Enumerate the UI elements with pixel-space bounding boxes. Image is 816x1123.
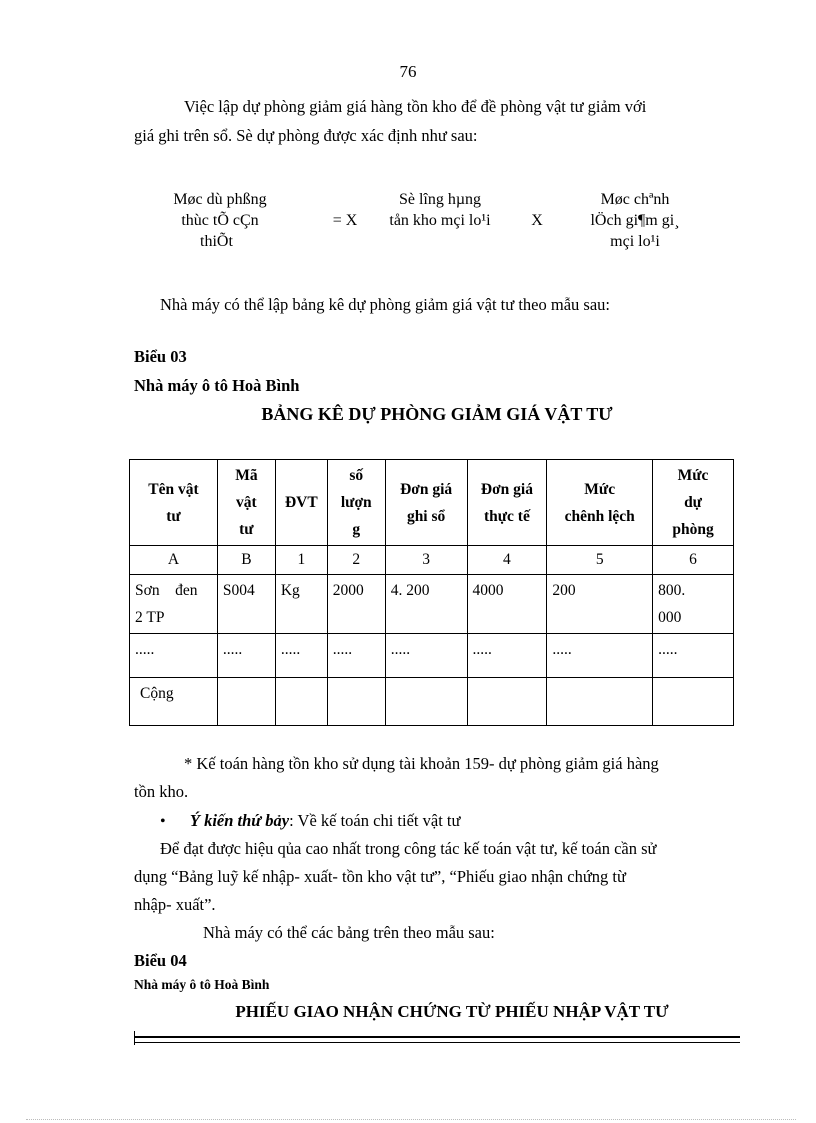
index-cell: 2 — [327, 546, 385, 575]
header-cell: ĐVT — [275, 460, 327, 546]
index-cell: 6 — [653, 546, 734, 575]
intro-line-1: Việc lập dự phòng giảm giá hàng tồn kho để đề phòng vật tư giảm với — [184, 97, 647, 116]
note-line-1: * Kế toán hàng tồn kho sử dụng tài khoản 159- dự phòng giảm giá hàng — [184, 754, 659, 773]
provision-table — [129, 459, 734, 726]
bieu-04-label: Biểu 04 — [134, 951, 187, 970]
y-kien-heading — [160, 806, 740, 836]
index-cell: 1 — [275, 546, 327, 575]
bieu-03-company: Nhà máy ô tô Hoà Bình — [134, 376, 300, 395]
note-line-2: tồn kho. — [134, 782, 189, 801]
bieu-03-label: Biểu 03 — [134, 347, 187, 366]
table-cell — [467, 678, 547, 726]
bieu-04-company: Nhà máy ô tô Hoà Bình — [134, 977, 270, 992]
table-cell — [275, 678, 327, 726]
para2-line-2: dụng “Bảng luỹ kế nhập- xuất- tồn kho vật tư”, “Phiếu giao nhận chứng từ — [134, 867, 626, 886]
header-cell: số lượn g — [327, 460, 385, 546]
header-cell: Mã vật tư — [217, 460, 275, 546]
table-cell: ..... — [217, 634, 275, 678]
table-cell: 4000 — [467, 575, 547, 634]
formula-right-line: lÖch gi¶m gi¸ — [590, 212, 680, 229]
table-cell: ..... — [547, 634, 653, 678]
formula-left-line: thùc tÕ cÇn — [181, 212, 259, 229]
formula-left-line: Møc dù phßng — [173, 191, 267, 208]
index-cell: 4 — [467, 546, 547, 575]
para2-line-1: Để đạt được hiệu qủa cao nhất trong công tác kế toán vật tư, kế toán cần sử — [160, 839, 657, 858]
table-row — [130, 634, 734, 678]
header-cell: Mức dự phòng — [653, 460, 734, 546]
table-cell: 4. 200 — [385, 575, 467, 634]
formula-equals: = X — [332, 212, 358, 229]
table-header-row — [130, 460, 734, 546]
total-label: Cộng — [130, 678, 218, 726]
formula-middle — [370, 189, 510, 231]
formula-right — [570, 189, 700, 252]
page-bottom-divider — [26, 1119, 796, 1120]
table-cell: ..... — [327, 634, 385, 678]
bieu-04-title: PHIẾU GIAO NHẬN CHỨNG TỪ PHIẾU NHẬP VẬT TƯ — [235, 1002, 669, 1021]
page-number: 76 — [399, 62, 417, 81]
table-cell — [385, 678, 467, 726]
index-cell: 5 — [547, 546, 653, 575]
intro-line-2: giá ghi trên sổ. Sè dự phòng được xác định như sau: — [134, 126, 478, 145]
table-total-row — [130, 678, 734, 726]
double-rule-divider — [134, 1036, 740, 1043]
table-cell — [547, 678, 653, 726]
bullet-icon: • — [160, 813, 166, 830]
formula-times: X — [531, 212, 543, 229]
index-cell: A — [130, 546, 218, 575]
formula-right-line: mçi lo¹i — [610, 233, 660, 250]
table-cell — [653, 678, 734, 726]
text-mau-sau-2: Nhà máy có thể các bảng trên theo mẫu sau: — [203, 923, 495, 942]
table-cell: Kg — [275, 575, 327, 634]
bieu-03-title: BẢNG KÊ DỰ PHÒNG GIẢM GIÁ VẬT TƯ — [261, 404, 613, 424]
table-cell: Sơn đen 2 TP — [130, 575, 218, 634]
formula-left — [150, 189, 290, 252]
table-row — [130, 575, 734, 634]
header-cell: Tên vật tư — [130, 460, 218, 546]
formula-right-line: Møc chªnh — [600, 191, 670, 208]
index-cell: B — [217, 546, 275, 575]
header-cell: Đơn giá ghi sổ — [385, 460, 467, 546]
formula-middle-line: tån kho mçi lo¹i — [389, 212, 491, 229]
table-cell: ..... — [467, 634, 547, 678]
table-cell: ..... — [130, 634, 218, 678]
table-cell: 2000 — [327, 575, 385, 634]
y-kien-title: Ý kiến thứ bảy — [189, 811, 290, 830]
table-index-row — [130, 546, 734, 575]
para2-line-3: nhập- xuất”. — [134, 895, 216, 914]
table-cell: ..... — [385, 634, 467, 678]
table-cell — [327, 678, 385, 726]
text-mau-sau: Nhà máy có thể lập bảng kê dự phòng giảm giá vật tư theo mẫu sau: — [160, 295, 610, 314]
index-cell: 3 — [385, 546, 467, 575]
header-cell: Đơn giá thực tế — [467, 460, 547, 546]
table-cell — [217, 678, 275, 726]
y-kien-rest: : Về kế toán chi tiết vật tư — [289, 811, 461, 830]
table-cell: ..... — [653, 634, 734, 678]
formula-left-line: thiÕt — [200, 233, 233, 250]
table-cell: 200 — [547, 575, 653, 634]
formula-middle-line: Sè lîng hµng — [398, 191, 482, 208]
table-cell: S004 — [217, 575, 275, 634]
table-cell: 800. 000 — [653, 575, 734, 634]
table-cell: ..... — [275, 634, 327, 678]
header-cell: Mức chênh lệch — [547, 460, 653, 546]
